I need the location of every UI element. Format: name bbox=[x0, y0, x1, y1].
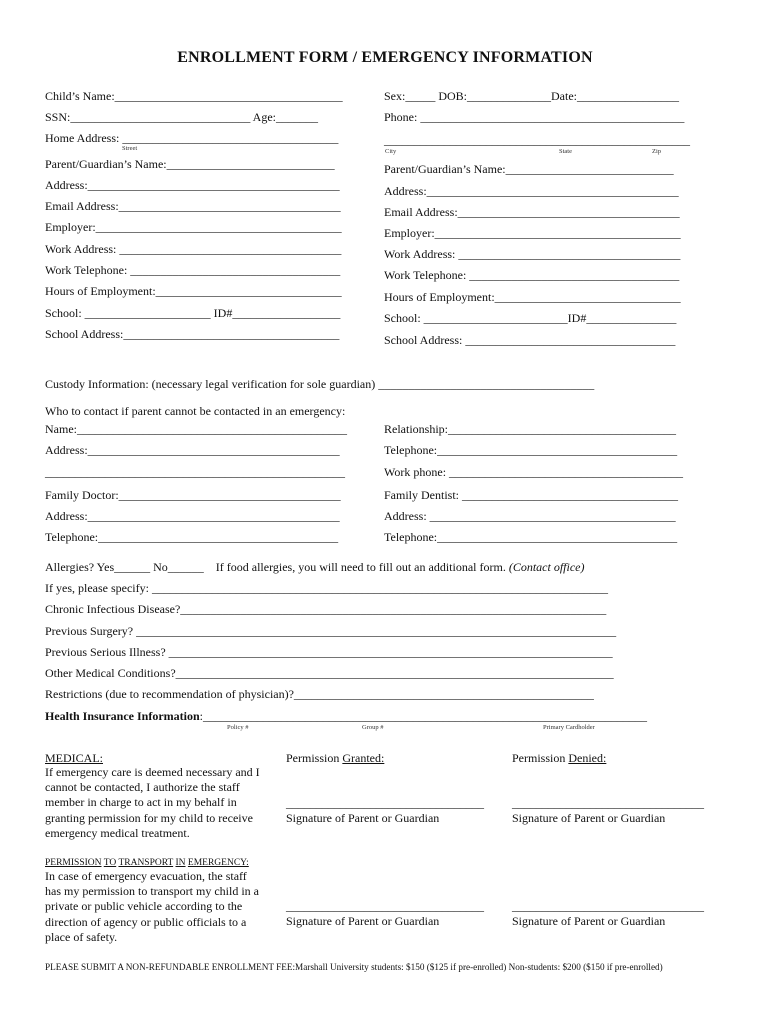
transport-denied-signature-label: Signature of Parent or Guardian bbox=[512, 914, 666, 928]
cardholder-label: Primary Cardholder bbox=[543, 724, 595, 731]
allergies-text: Allergies? Yes______ No______ If food allergies, you will need to fill out an additional form. bbox=[45, 560, 509, 574]
chronic-disease-field[interactable]: Chronic Infectious Disease?_______________________________________________________________________ bbox=[45, 602, 607, 616]
phone-field[interactable]: Phone: ____________________________________________ bbox=[384, 110, 685, 124]
medical-line: emergency medical treatment. bbox=[45, 825, 190, 840]
city-state-zip-field[interactable]: ___________________________________________________ bbox=[384, 133, 690, 147]
transport-heading-word: EMERGENCY: bbox=[187, 858, 249, 868]
parent1-work-phone-field[interactable]: Work Telephone: ___________________________________ bbox=[45, 263, 341, 277]
doctor-telephone-field[interactable]: Telephone:________________________________________ bbox=[45, 530, 339, 544]
parent1-work-address-field[interactable]: Work Address: _____________________________________ bbox=[45, 242, 342, 256]
medical-granted-signature-line[interactable]: _________________________________ bbox=[286, 796, 484, 810]
permission-denied-label bbox=[512, 751, 606, 765]
medical-line: If emergency care is deemed necessary and I bbox=[45, 765, 260, 779]
transport-heading-word: TRANSPORT bbox=[118, 858, 174, 868]
dentist-address-field[interactable]: Address: _________________________________________ bbox=[384, 509, 676, 523]
medical-line: cannot be contacted, I authorize the staff bbox=[45, 780, 240, 795]
parent1-name-field[interactable]: Parent/Guardian’s Name:____________________________ bbox=[45, 157, 335, 171]
emergency-work-phone-field[interactable]: Work phone: _______________________________________ bbox=[384, 465, 684, 479]
custody-field[interactable]: Custody Information: (necessary legal verification for sole guardian) ____________________________________ bbox=[45, 377, 595, 391]
granted-word: Granted: bbox=[342, 751, 385, 765]
home-address-field[interactable]: Home Address: ____________________________________ bbox=[45, 131, 339, 145]
parent2-school-address-field[interactable]: School Address: ___________________________________ bbox=[384, 333, 676, 347]
city-label: City bbox=[385, 148, 397, 155]
parent1-email-field[interactable]: Email Address:_____________________________________ bbox=[45, 199, 341, 213]
family-doctor-field[interactable]: Family Doctor:_____________________________________ bbox=[45, 488, 341, 502]
sex-dob-date-field[interactable]: Sex:_____ DOB:______________Date:_________________ bbox=[384, 89, 679, 103]
ssn-age-field[interactable]: SSN:______________________________ Age:_______ bbox=[45, 110, 319, 124]
child-name-field[interactable]: Child’s Name:______________________________________ bbox=[45, 89, 343, 103]
emergency-heading: Who to contact if parent cannot be contacted in an emergency: bbox=[45, 404, 346, 418]
allergies-specify-field[interactable]: If yes, please specify: ____________________________________________________________________________ bbox=[45, 581, 608, 595]
page-title: ENROLLMENT FORM / EMERGENCY INFORMATION bbox=[177, 49, 593, 66]
street-label: Street bbox=[122, 145, 138, 152]
medical-paragraph bbox=[45, 765, 260, 841]
transport-line: In case of emergency evacuation, the staff bbox=[45, 869, 247, 883]
denied-word: Denied: bbox=[568, 751, 607, 765]
transport-heading bbox=[45, 856, 249, 870]
state-label: State bbox=[559, 148, 572, 155]
transport-line: direction of agency or public officials to a bbox=[45, 914, 247, 929]
transport-granted-signature-line[interactable]: _________________________________ bbox=[286, 899, 484, 913]
transport-line: has my permission to transport my child in a bbox=[45, 884, 259, 899]
permission-word: Permission bbox=[512, 751, 569, 765]
parent2-school-field[interactable]: School: ________________________ID#_______________ bbox=[384, 311, 677, 325]
policy-label: Policy # bbox=[227, 724, 249, 731]
parent2-work-address-field[interactable]: Work Address: _____________________________________ bbox=[384, 247, 681, 261]
restrictions-field[interactable]: Restrictions (due to recommendation of physician)?__________________________________________________ bbox=[45, 687, 594, 701]
emergency-relationship-field[interactable]: Relationship:______________________________________ bbox=[384, 422, 676, 436]
medical-heading: MEDICAL: bbox=[45, 751, 103, 765]
emergency-address-line2-field[interactable]: __________________________________________________ bbox=[45, 465, 345, 479]
medical-granted-signature-label: Signature of Parent or Guardian bbox=[286, 811, 440, 825]
other-conditions-field[interactable]: Other Medical Conditions?_________________________________________________________________________ bbox=[45, 666, 614, 680]
parent1-school-field[interactable]: School: _____________________ ID#__________________ bbox=[45, 306, 341, 320]
emergency-telephone-field[interactable]: Telephone:________________________________________ bbox=[384, 443, 678, 457]
parent2-email-field[interactable]: Email Address:_____________________________________ bbox=[384, 205, 680, 219]
allergies-field[interactable] bbox=[45, 560, 584, 574]
allergies-note: (Contact office) bbox=[508, 560, 585, 574]
medical-denied-signature-label: Signature of Parent or Guardian bbox=[512, 811, 666, 825]
health-insurance-line: :__________________________________________________________________________ bbox=[199, 709, 648, 723]
permission-word: Permission bbox=[286, 751, 343, 765]
transport-denied-signature-line[interactable]: ________________________________ bbox=[512, 899, 704, 913]
parent2-address-field[interactable]: Address:__________________________________________ bbox=[384, 184, 679, 198]
emergency-name-field[interactable]: Name:_____________________________________________ bbox=[45, 422, 347, 436]
transport-granted-signature-label: Signature of Parent or Guardian bbox=[286, 914, 440, 928]
transport-line: private or public vehicle according to the bbox=[45, 899, 243, 914]
medical-denied-signature-line[interactable]: ________________________________ bbox=[512, 796, 704, 810]
parent1-address-field[interactable]: Address:__________________________________________ bbox=[45, 178, 340, 192]
enrollment-fee-footer: PLEASE SUBMIT A NON-REFUNDABLE ENROLLMENT FEE:Marshall University students: $150 ($125 if pre-enrolled) Non-students: $200 ($150 if pre-enrolled) bbox=[45, 962, 663, 972]
transport-heading-word: TO bbox=[103, 858, 117, 868]
health-insurance-label: Health Insurance Information bbox=[45, 709, 200, 723]
group-label: Group # bbox=[362, 724, 384, 731]
doctor-address-field[interactable]: Address:__________________________________________ bbox=[45, 509, 340, 523]
dentist-telephone-field[interactable]: Telephone:________________________________________ bbox=[384, 530, 678, 544]
parent1-hours-field[interactable]: Hours of Employment:_______________________________ bbox=[45, 284, 342, 298]
medical-line: granting permission for my child to receive bbox=[45, 810, 253, 825]
parent2-hours-field[interactable]: Hours of Employment:_______________________________ bbox=[384, 290, 681, 304]
family-dentist-field[interactable]: Family Dentist: ____________________________________ bbox=[384, 488, 678, 502]
parent2-work-phone-field[interactable]: Work Telephone: ___________________________________ bbox=[384, 268, 680, 282]
zip-label: Zip bbox=[652, 148, 662, 155]
previous-illness-field[interactable]: Previous Serious Illness? __________________________________________________________________________ bbox=[45, 645, 613, 659]
medical-line: member in charge to act in my behalf in bbox=[45, 795, 237, 810]
permission-granted-label bbox=[286, 751, 384, 765]
emergency-address-field[interactable]: Address:__________________________________________ bbox=[45, 443, 340, 457]
parent1-school-address-field[interactable]: School Address:____________________________________ bbox=[45, 327, 340, 341]
parent2-name-field[interactable]: Parent/Guardian’s Name:____________________________ bbox=[384, 162, 674, 176]
parent2-employer-field[interactable]: Employer:_________________________________________ bbox=[384, 226, 681, 240]
health-insurance-field[interactable] bbox=[45, 709, 647, 723]
transport-heading-word: IN bbox=[175, 858, 186, 868]
transport-paragraph bbox=[45, 869, 259, 945]
transport-heading-word: PERMISSION bbox=[45, 858, 102, 868]
parent1-employer-field[interactable]: Employer:_________________________________________ bbox=[45, 220, 342, 234]
previous-surgery-field[interactable]: Previous Surgery? ________________________________________________________________________________ bbox=[45, 624, 617, 638]
transport-line: place of safety. bbox=[45, 929, 118, 944]
